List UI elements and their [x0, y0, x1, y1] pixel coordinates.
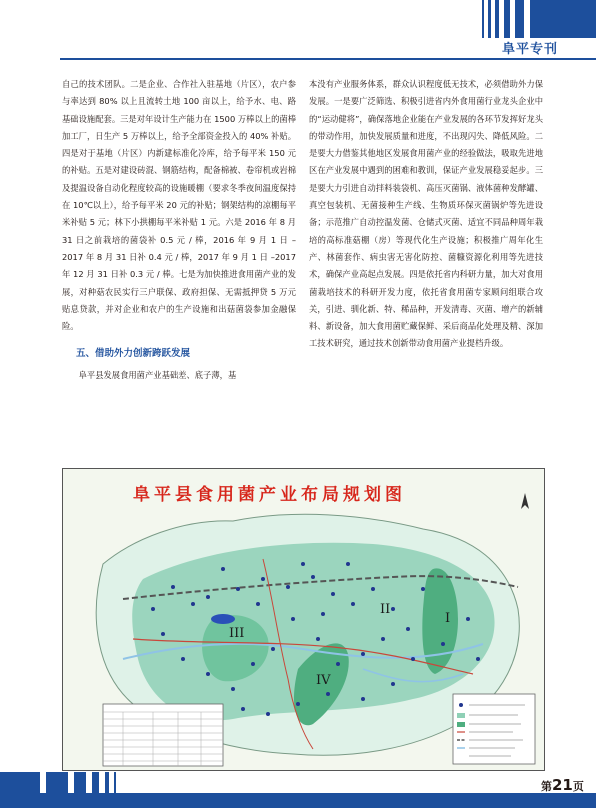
layout-map-figure	[62, 468, 545, 771]
header-stripes	[478, 0, 596, 38]
journal-title: 阜平专刊	[501, 42, 558, 57]
section-heading: 五、借助外力创新跨跃发展	[76, 348, 191, 360]
left-column	[62, 76, 296, 384]
zone-label-iii: III	[229, 626, 245, 641]
page-suffix: 页	[572, 780, 584, 793]
right-column	[309, 76, 543, 353]
footer-bar	[0, 793, 596, 808]
page-number-value: 21	[552, 776, 573, 794]
left-paragraph: 自己的技术团队。二是企业、合作社入驻基地（片区），农户参与率达到 80% 以上且流转土地 100 亩以上，给予水、电、路基础设施配套。三是对年设计生产能力在 1500 万棒以上的菌棒加工厂，日生产 5 万棒以上，给予全部资金投入的 40% 补贴。四是对于基地（片区）内新建标准化冷库，给予每平米 150 元的补贴。五是对建设砖混、钢筋结构，配备棉被、卷帘机或岩棉及提温设备自动化程度较高的设施暖棚（要求冬季夜间温度保持在 10℃以上），给予每平米 20 元的补贴；钢架结构的凉棚每平米补贴 5 元；林下小拱棚每平米补贴 1 元。六是 2016 年 8 月 31 日之前栽培的菌袋补 0.5 元 / 棒，2016 年 9 月 1 日 –2017 年 8 月 31 日补 0.4 元 / 棒，2017 年 9 月 1 日 –2017 年 12 月 31 日补 0.3 元 / 棒。七是为加快推进食用菌产业的发展，对种菇农民实行三户联保、政府担保、无需抵押贷 5 万元贴息贷款，并对企业和农户的生产设施和出菇菌袋参加金融保险。	[62, 79, 296, 332]
header-rule	[60, 58, 596, 60]
section-paragraph: 阜平县发展食用菌产业基础差、底子薄，基	[78, 369, 237, 380]
page-prefix: 第	[541, 780, 552, 793]
map-title: 阜平县食用菌产业布局规划图	[133, 485, 406, 505]
map-graphic	[63, 469, 544, 770]
page-number	[541, 776, 584, 794]
footer-stripes	[0, 772, 300, 793]
zone-label-iv: IV	[316, 673, 331, 688]
right-paragraph: 本没有产业服务体系，群众认识程度低无技术，必须借助外力保发展。一是要广泛筛选、积极引进省内外食用菌行业龙头企业中的“运动健将”，确保落地企业能在产业发展的各环节发挥好龙头的带动作用，加快发展质量和进度，不出现闪失、降低风险。二是要大力借鉴其他地区发展食用菌产业的经验做法，吸取先进地区在产业发展中遇到的困难和教训，保证产业发展稳妥起步。三是要大力引进自动拌料装袋机、高压灭菌锅、液体菌种发酵罐、真空包装机、无菌接种生产线、生物质环保灭菌锅炉等先进设备；示范推广自动控温发菌、仓储式灭菌、适宜不同品种周年栽培的高标准菇棚（房）等现代化生产设施；积极推广周年化生产、林菌套作、病虫害无害化防控、菌糠资源化利用等先进技术，确保产业高起点发展。四是依托省内科研力量，加大对食用菌栽培技术的科研开发力度，依托省食用菌专家顾问组联合攻关，引进、驯化新、特、稀品种，开发清毒、灭菌、增产的新辅料、新设备，加大食用菌贮藏保鲜、采后商品化处理及精、深加工技术研究，通过技术创新带动食用菌产业提档升级。	[309, 79, 543, 349]
zone-label-ii: II	[380, 602, 391, 617]
zone-label-i: I	[445, 611, 451, 626]
